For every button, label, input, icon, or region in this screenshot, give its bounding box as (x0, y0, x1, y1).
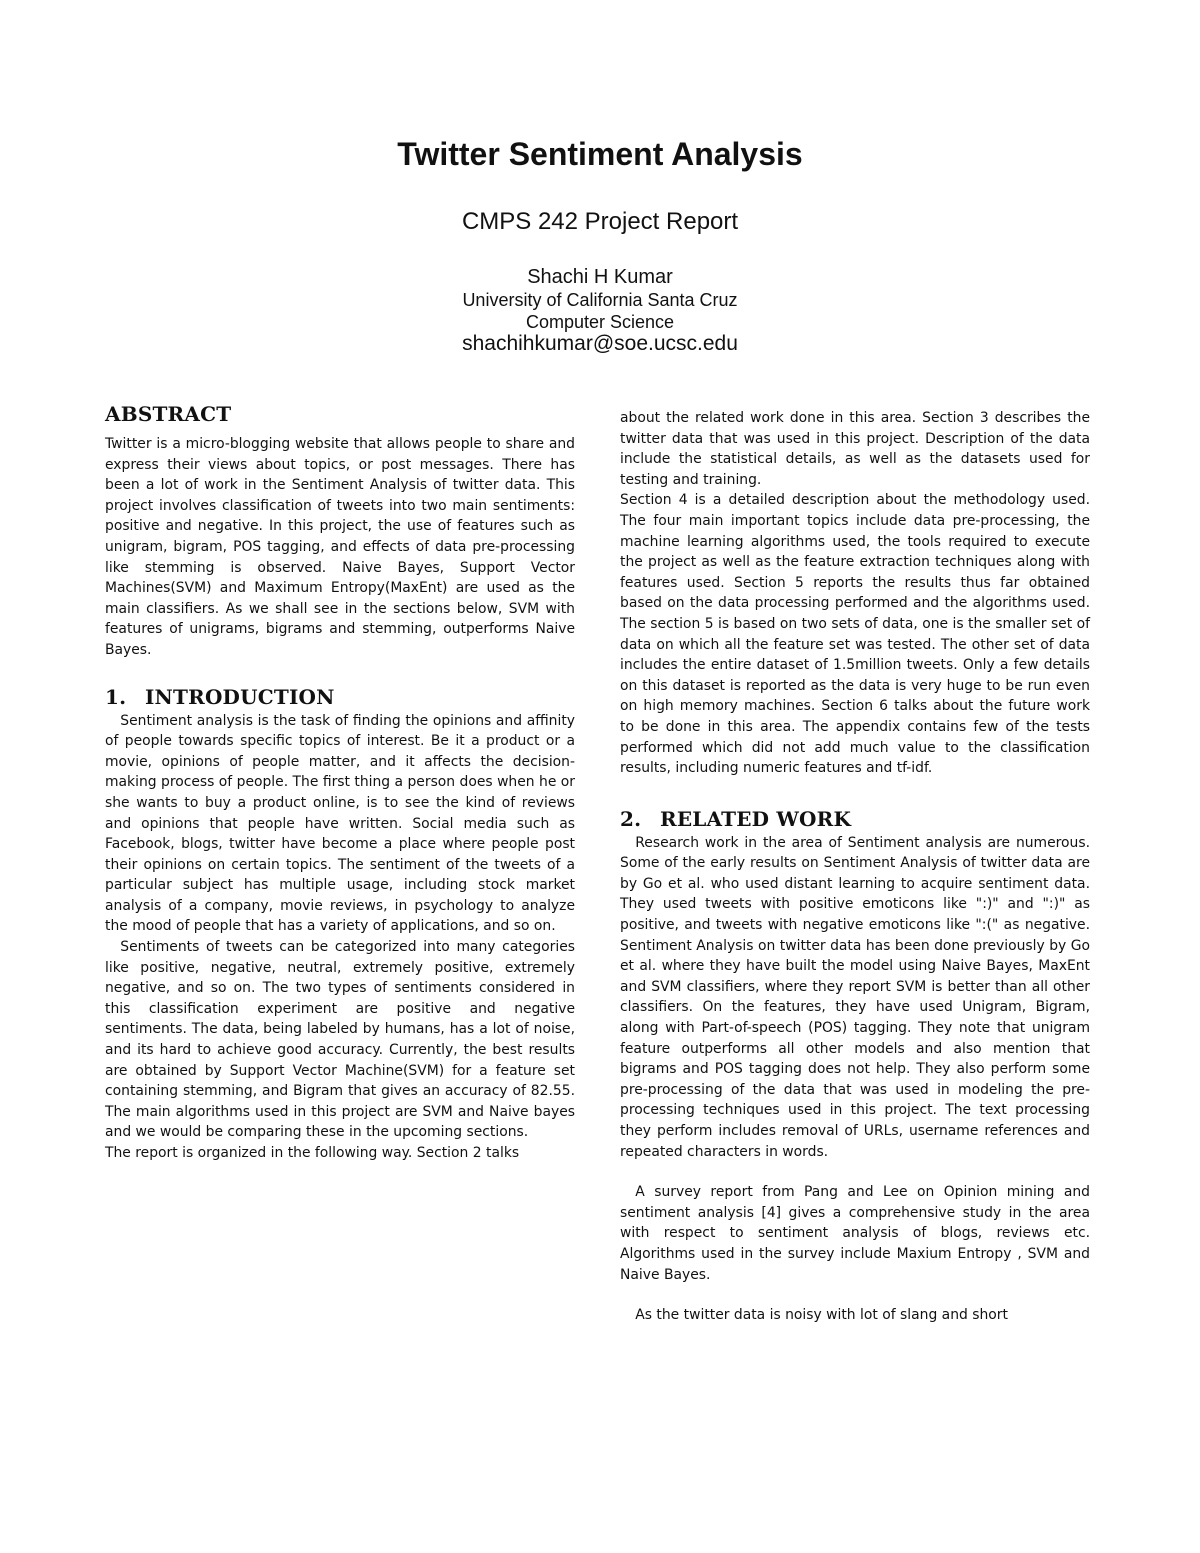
section-title: RELATED WORK (660, 806, 852, 831)
introduction-heading (105, 683, 575, 711)
abstract-text: Twitter is a micro-blogging website that allows people to share and express their views about topics, or post messages. There has been a lot of work in the Sentiment Analysis of twitter data. This project involves classification of tweets into two main sentiments: positive and negative. In this project, the use of features such as unigram, bigram, POS tagging, and effects of data pre-processing like stemming is observed. Naive Bayes, Support Vector Machines(SVM) and Maximum Entropy(MaxEnt) are used as the main classifiers. As we shall see in the sections below, SVM with features of unigrams, bigrams and stemming, outperforms Naive Bayes. (105, 436, 575, 658)
author-department: Computer Science (525, 312, 675, 332)
related-work-paragraph: As the twitter data is noisy with lot of slang and short (635, 1307, 1008, 1324)
left-column (105, 400, 575, 1164)
related-work-paragraph: Research work in the area of Sentiment analysis are numerous. Some of the early results on Sentiment Analysis of twitter data are by Go et al. who used distant learning to acquire sentiment data. They used tweets with positive emoticons like ":)" and ":)" as positive, and tweets with negative emoticons like ":(" as negative. Sentiment Analysis on twitter data has been done previously by Go et al. where they have built the model using Naive Bayes, MaxEnt and SVM classifiers, where they report SVM is better than all other classifiers. On the features, they have used Unigram, Bigram, along with Part-of-speech (POS) tagging. They note that unigram feature outperforms all other models and also mention that bigrams and POS tagging does not help. They also perform some pre-processing of the data that was used in modeling the pre-processing techniques used in this project. The text processing they perform includes removal of URLs, username references and repeated characters in words. (620, 834, 1090, 1160)
paper-subtitle: CMPS 242 Project Report (461, 208, 739, 235)
section-number: 1. (105, 684, 127, 709)
section-number: 2. (620, 806, 642, 831)
related-work-heading (620, 805, 1090, 833)
introduction-paragraph: Section 4 is a detailed description about the methodology used. The four main important topics include data pre-processing, the machine learning algorithms used, the tools required to execute the project as well as the feature extraction techniques along with features used. Section 5 reports the results thus far obtained based on the data processing performed and the algorithms used. The section 5 is based on two sets of data, one is the smaller set of data on which all the feature set was tested. The other set of data includes the entire dataset of 1.5million tweets. Only a few details on this dataset is reported as the data is very huge to be run even on high memory machines. Section 6 talks about the future work to be done in this area. The appendix contains few of the tests performed which did not add much value to the classification results, including numeric features and tf-idf. (620, 492, 1090, 777)
introduction-paragraph-continued: about the related work done in this area. Section 3 describes the twitter data that was used in this project. Description of the data include the statistical details, as well as the datasets used for testing and training. (620, 410, 1090, 488)
section-title: INTRODUCTION (145, 684, 335, 709)
paper-title: Twitter Sentiment Analysis (397, 136, 803, 172)
abstract-heading: ABSTRACT (105, 402, 232, 426)
introduction-paragraph: Sentiment analysis is the task of finding the opinions and affinity of people towards specific topics of interest. Be it a product or a movie, opinions of people matter, and it affects the decision-making process of people. The first thing a person does when he or she wants to buy a product online, is to see the kind of reviews and opinions that people have written. Social media such as Facebook, blogs, twitter have become a place where people post their opinions on certain topics. The sentiment of the tweets of a particular subject has multiple usage, including stock market analysis of a company, movie reviews, in psychology to analyze the mood of people that has a variety of applications, and so on. (105, 712, 575, 935)
author-university: University of California Santa Cruz (462, 290, 738, 310)
related-work-paragraph: A survey report from Pang and Lee on Opinion mining and sentiment analysis [4] gives a comprehensive study in the area with respect to sentiment analysis of blogs, reviews etc. Algorithms used in the survey include Maxium Entropy , SVM and Naive Bayes. (620, 1184, 1090, 1283)
introduction-paragraph: The report is organized in the following way. Section 2 talks (105, 1145, 520, 1161)
introduction-paragraph: Sentiments of tweets can be categorized into many categories like positive, negative, neutral, extremely positive, extremely negative, and so on. The two types of sentiments considered in this classification experiment are positive and negative sentiments. The data, being labeled by humans, has a lot of noise, and its hard to achieve good accuracy. Currently, the best results are obtained by Support Vector Machine(SVM) for a feature set containing stemming, and Bigram that gives an accuracy of 82.55. The main algorithms used in this project are SVM and Naive bayes and we would be comparing these in the upcoming sections. (105, 939, 575, 1141)
author-email: shachihkumar@soe.ucsc.edu (462, 332, 738, 355)
right-column (620, 408, 1090, 1326)
author-name: Shachi H Kumar (527, 266, 673, 288)
